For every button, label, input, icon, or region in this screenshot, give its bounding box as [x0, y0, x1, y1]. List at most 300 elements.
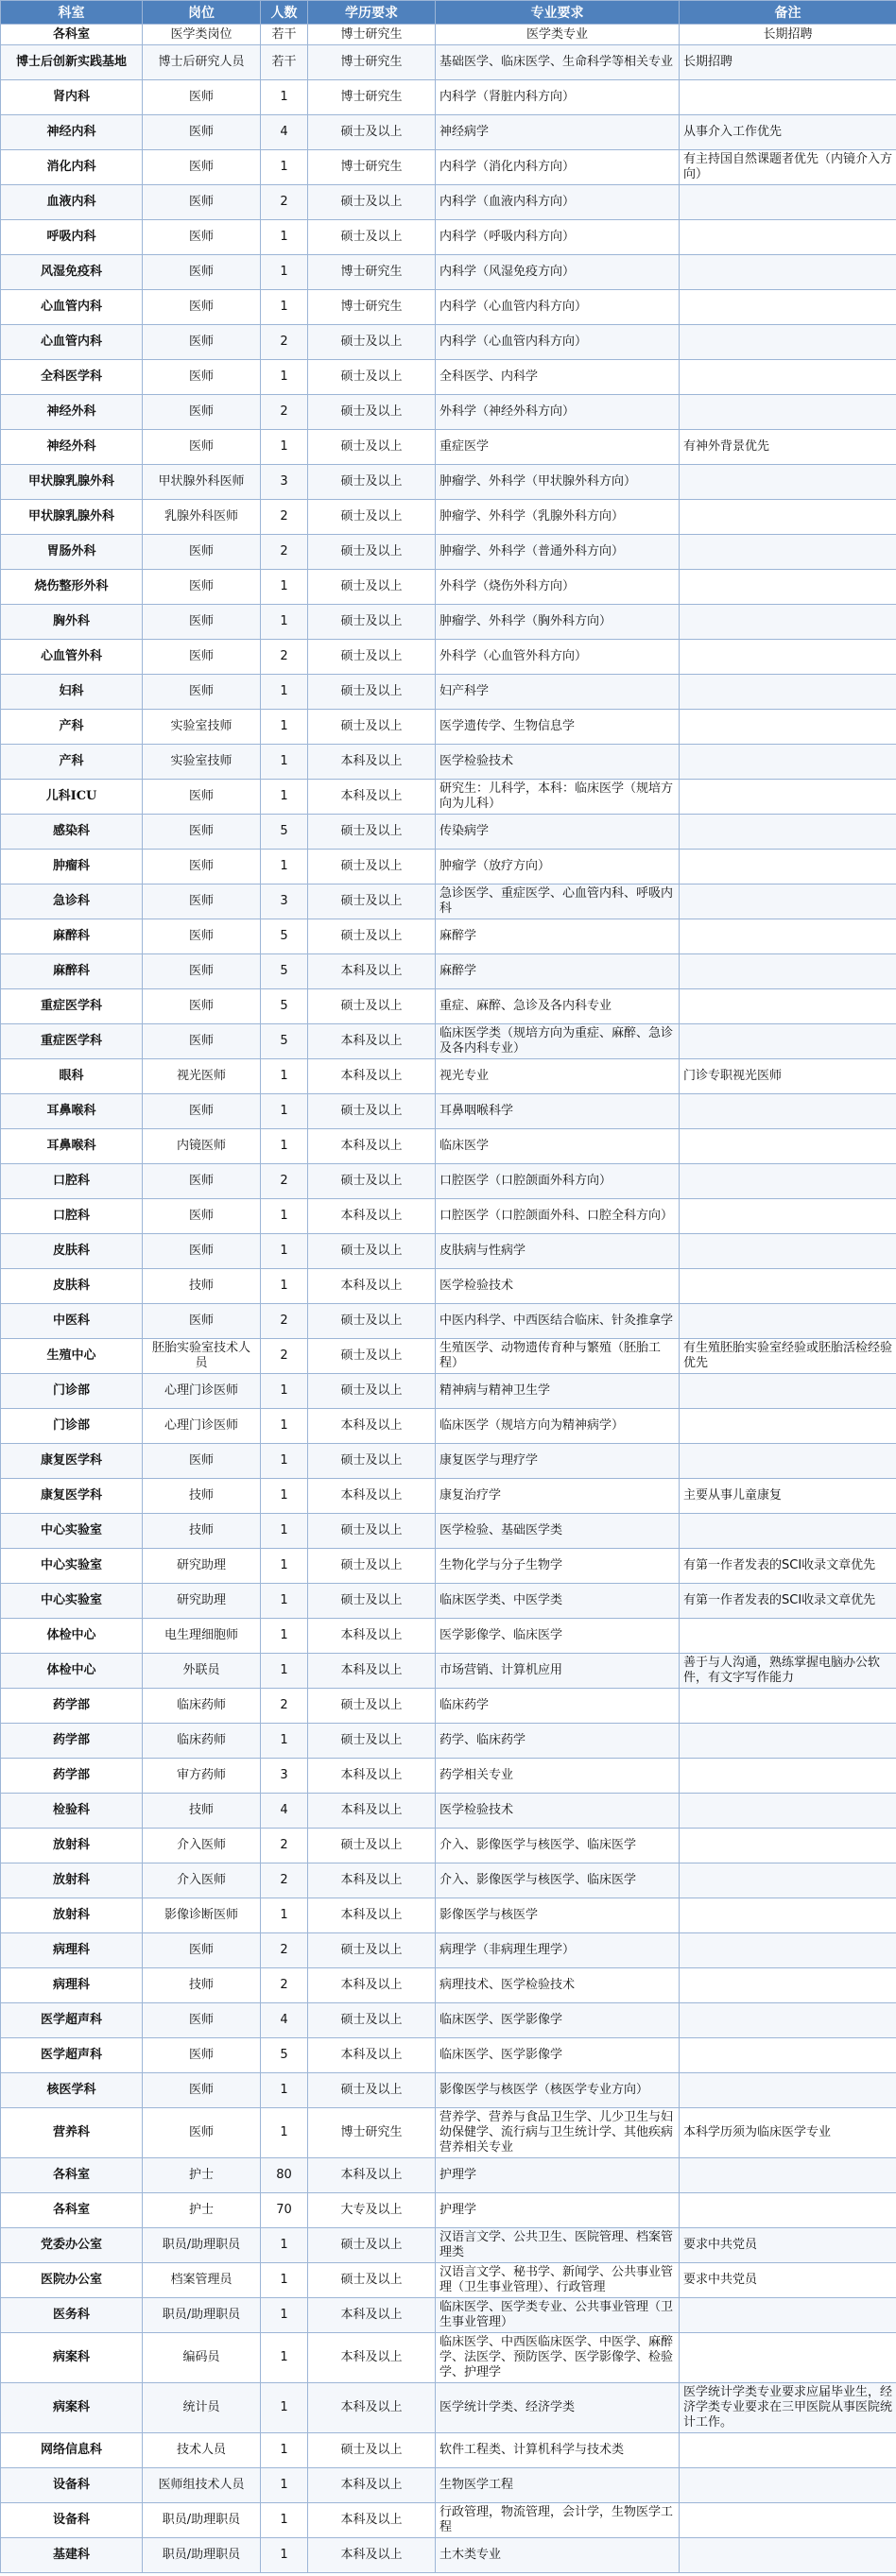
cell-note: [680, 1759, 896, 1794]
cell-dept: 消化内科: [1, 150, 143, 185]
cell-dept: 营养科: [1, 2108, 143, 2158]
cell-note: [680, 535, 896, 570]
cell-education: 本科及以上: [308, 1794, 436, 1829]
table-row: [1, 570, 896, 605]
table-row: [1, 1689, 896, 1724]
table-row: [1, 430, 896, 465]
cell-position: 医师: [143, 150, 261, 185]
cell-dept: 体检中心: [1, 1619, 143, 1654]
cell-major: 内科学（呼吸内科方向）: [436, 220, 680, 255]
cell-note: [680, 1933, 896, 1968]
cell-education: 本科及以上: [308, 1479, 436, 1514]
table-row: [1, 1829, 896, 1863]
cell-note: [680, 1129, 896, 1164]
cell-count: 1: [261, 710, 308, 745]
cell-note: [680, 1374, 896, 1409]
subheader-count: 若干: [261, 25, 308, 45]
cell-note: 本科学历须为临床医学专业: [680, 2108, 896, 2158]
cell-note: [680, 2073, 896, 2108]
cell-dept: 检验科: [1, 1794, 143, 1829]
cell-count: 1: [261, 2333, 308, 2383]
table-row: [1, 1724, 896, 1759]
cell-dept: 博士后创新实践基地: [1, 45, 143, 80]
cell-position: 医师: [143, 570, 261, 605]
cell-count: 1: [261, 780, 308, 815]
header-education: 学历要求: [308, 1, 436, 25]
cell-count: 5: [261, 1024, 308, 1059]
cell-position: 职员/助理职员: [143, 2228, 261, 2263]
cell-dept: 病案科: [1, 2333, 143, 2383]
cell-major: 软件工程类、计算机科学与技术类: [436, 2433, 680, 2468]
cell-count: 3: [261, 884, 308, 919]
cell-position: 技术人员: [143, 2433, 261, 2468]
cell-position: 实验室技师: [143, 745, 261, 780]
cell-note: [680, 1024, 896, 1059]
cell-major: 病理学（非病理生理学）: [436, 1933, 680, 1968]
cell-position: 统计员: [143, 2383, 261, 2433]
table-row: [1, 2108, 896, 2158]
table-row: [1, 1304, 896, 1339]
table-row: [1, 2298, 896, 2333]
table-row: [1, 465, 896, 500]
cell-education: 硕士及以上: [308, 815, 436, 850]
cell-count: 1: [261, 1269, 308, 1304]
cell-count: 1: [261, 2538, 308, 2573]
table-row: [1, 2383, 896, 2433]
cell-education: 硕士及以上: [308, 465, 436, 500]
cell-education: 本科及以上: [308, 1654, 436, 1689]
cell-note: [680, 1304, 896, 1339]
cell-dept: 麻醉科: [1, 919, 143, 954]
cell-major: 急诊医学、重症医学、心血管内科、呼吸内科: [436, 884, 680, 919]
cell-count: 2: [261, 1863, 308, 1898]
table-row: [1, 2003, 896, 2038]
cell-position: 职员/助理职员: [143, 2503, 261, 2538]
cell-note: 长期招聘: [680, 45, 896, 80]
cell-education: 博士研究生: [308, 290, 436, 325]
cell-education: 硕士及以上: [308, 535, 436, 570]
cell-major: 传染病学: [436, 815, 680, 850]
cell-position: 职员/助理职员: [143, 2538, 261, 2573]
cell-major: 内科学（血液内科方向）: [436, 185, 680, 220]
cell-count: 1: [261, 1898, 308, 1933]
cell-position: 医师: [143, 290, 261, 325]
cell-education: 硕士及以上: [308, 500, 436, 535]
cell-position: 心理门诊医师: [143, 1409, 261, 1444]
table-body: [1, 25, 896, 2573]
table-row: [1, 1129, 896, 1164]
cell-major: 医学检验技术: [436, 745, 680, 780]
cell-position: 医师: [143, 80, 261, 115]
cell-major: 影像医学与核医学: [436, 1898, 680, 1933]
cell-note: 要求中共党员: [680, 2263, 896, 2298]
cell-dept: 医学超声科: [1, 2003, 143, 2038]
table-row: [1, 535, 896, 570]
cell-major: 药学、临床药学: [436, 1724, 680, 1759]
cell-note: [680, 710, 896, 745]
cell-position: 研究助理: [143, 1549, 261, 1584]
cell-major: 妇产科学: [436, 675, 680, 710]
cell-note: [680, 500, 896, 535]
cell-note: [680, 745, 896, 780]
cell-education: 大专及以上: [308, 2193, 436, 2228]
cell-education: 本科及以上: [308, 2038, 436, 2073]
header-dept: 科室: [1, 1, 143, 25]
cell-education: 硕士及以上: [308, 710, 436, 745]
cell-note: [680, 2193, 896, 2228]
cell-education: 本科及以上: [308, 1199, 436, 1234]
cell-position: 医师: [143, 640, 261, 675]
cell-major: 临床医学类（规培方向为重症、麻醉、急诊及各内科专业）: [436, 1024, 680, 1059]
cell-education: 硕士及以上: [308, 2003, 436, 2038]
cell-note: 门诊专职视光医师: [680, 1059, 896, 1094]
cell-count: 1: [261, 1094, 308, 1129]
cell-count: 1: [261, 850, 308, 884]
cell-major: 康复治疗学: [436, 1479, 680, 1514]
cell-education: 本科及以上: [308, 1898, 436, 1933]
cell-dept: 放射科: [1, 1863, 143, 1898]
cell-major: 临床医学、中西医临床医学、中医学、麻醉学、法医学、预防医学、医学影像学、检验学、护理学: [436, 2333, 680, 2383]
cell-major: 临床医学、医学影像学: [436, 2003, 680, 2038]
table-row: [1, 115, 896, 150]
cell-count: 1: [261, 2228, 308, 2263]
cell-count: 1: [261, 80, 308, 115]
cell-position: 编码员: [143, 2333, 261, 2383]
cell-dept: 基建科: [1, 2538, 143, 2573]
cell-dept: 病理科: [1, 1968, 143, 2003]
cell-dept: 产科: [1, 710, 143, 745]
cell-education: 本科及以上: [308, 780, 436, 815]
cell-education: 本科及以上: [308, 1409, 436, 1444]
cell-dept: 体检中心: [1, 1654, 143, 1689]
cell-dept: 中心实验室: [1, 1514, 143, 1549]
cell-position: 审方药师: [143, 1759, 261, 1794]
cell-education: 本科及以上: [308, 2383, 436, 2433]
cell-dept: 麻醉科: [1, 954, 143, 989]
cell-note: [680, 989, 896, 1024]
cell-note: [680, 1898, 896, 1933]
cell-dept: 病案科: [1, 2383, 143, 2433]
cell-education: 硕士及以上: [308, 605, 436, 640]
cell-position: 医师: [143, 954, 261, 989]
cell-education: 本科及以上: [308, 1269, 436, 1304]
cell-note: [680, 325, 896, 360]
cell-note: [680, 1164, 896, 1199]
cell-note: [680, 1968, 896, 2003]
cell-education: 硕士及以上: [308, 919, 436, 954]
header-count: 人数: [261, 1, 308, 25]
subheader-note: 长期招聘: [680, 25, 896, 45]
cell-major: 介入、影像医学与核医学、临床医学: [436, 1829, 680, 1863]
cell-count: 4: [261, 2003, 308, 2038]
cell-position: 医师: [143, 360, 261, 395]
cell-position: 心理门诊医师: [143, 1374, 261, 1409]
header-position: 岗位: [143, 1, 261, 25]
cell-count: 1: [261, 2073, 308, 2108]
cell-major: 行政管理，物流管理，会计学，生物医学工程: [436, 2503, 680, 2538]
cell-note: [680, 1514, 896, 1549]
table-row: [1, 884, 896, 919]
cell-position: 内镜医师: [143, 1129, 261, 1164]
cell-dept: 心血管内科: [1, 290, 143, 325]
table-row: [1, 1794, 896, 1829]
cell-count: 3: [261, 1759, 308, 1794]
cell-major: 内科学（消化内科方向）: [436, 150, 680, 185]
cell-education: 博士研究生: [308, 150, 436, 185]
table-row: [1, 1409, 896, 1444]
cell-dept: 药学部: [1, 1724, 143, 1759]
cell-position: 胚胎实验室技术人员: [143, 1339, 261, 1374]
cell-count: 1: [261, 1444, 308, 1479]
cell-major: 口腔医学（口腔颌面外科方向）: [436, 1164, 680, 1199]
table-row: [1, 1269, 896, 1304]
cell-position: 技师: [143, 1794, 261, 1829]
cell-education: 本科及以上: [308, 2503, 436, 2538]
cell-count: 1: [261, 255, 308, 290]
cell-major: 神经病学: [436, 115, 680, 150]
cell-count: 1: [261, 675, 308, 710]
cell-count: 1: [261, 1549, 308, 1584]
cell-education: 硕士及以上: [308, 115, 436, 150]
cell-count: 1: [261, 1374, 308, 1409]
cell-position: 介入医师: [143, 1829, 261, 1863]
cell-count: 1: [261, 220, 308, 255]
cell-major: 基础医学、临床医学、生命科学等相关专业: [436, 45, 680, 80]
cell-note: [680, 884, 896, 919]
cell-note: [680, 2158, 896, 2193]
cell-count: 3: [261, 465, 308, 500]
cell-note: [680, 2333, 896, 2383]
cell-education: 硕士及以上: [308, 1374, 436, 1409]
cell-dept: 放射科: [1, 1829, 143, 1863]
cell-position: 介入医师: [143, 1863, 261, 1898]
cell-education: 硕士及以上: [308, 185, 436, 220]
cell-note: [680, 605, 896, 640]
cell-education: 硕士及以上: [308, 360, 436, 395]
table-row: [1, 640, 896, 675]
cell-major: 麻醉学: [436, 954, 680, 989]
cell-note: [680, 919, 896, 954]
cell-education: 本科及以上: [308, 2158, 436, 2193]
table-row: [1, 1199, 896, 1234]
cell-note: [680, 1863, 896, 1898]
cell-dept: 口腔科: [1, 1164, 143, 1199]
cell-count: 若干: [261, 45, 308, 80]
cell-dept: 急诊科: [1, 884, 143, 919]
cell-position: 医师: [143, 1199, 261, 1234]
cell-position: 医师: [143, 2038, 261, 2073]
cell-dept: 皮肤科: [1, 1269, 143, 1304]
cell-dept: 网络信息科: [1, 2433, 143, 2468]
cell-count: 1: [261, 2263, 308, 2298]
cell-position: 技师: [143, 1514, 261, 1549]
cell-position: 医师: [143, 2003, 261, 2038]
table-row: [1, 1968, 896, 2003]
cell-note: [680, 1689, 896, 1724]
cell-education: 硕士及以上: [308, 1339, 436, 1374]
cell-position: 医师: [143, 884, 261, 919]
cell-dept: 肿瘤科: [1, 850, 143, 884]
cell-count: 5: [261, 919, 308, 954]
cell-dept: 门诊部: [1, 1374, 143, 1409]
cell-dept: 神经外科: [1, 395, 143, 430]
cell-major: 医学遗传学、生物信息学: [436, 710, 680, 745]
cell-position: 技师: [143, 1968, 261, 2003]
cell-education: 本科及以上: [308, 1759, 436, 1794]
table-row: [1, 1933, 896, 1968]
cell-count: 1: [261, 360, 308, 395]
cell-position: 医师组技术人员: [143, 2468, 261, 2503]
cell-count: 2: [261, 1933, 308, 1968]
cell-position: 医师: [143, 2073, 261, 2108]
cell-dept: 核医学科: [1, 2073, 143, 2108]
cell-major: 视光专业: [436, 1059, 680, 1094]
cell-education: 本科及以上: [308, 1059, 436, 1094]
cell-position: 医师: [143, 325, 261, 360]
cell-note: 有主持国自然课题者优先（内镜介入方向）: [680, 150, 896, 185]
cell-note: [680, 2433, 896, 2468]
cell-note: 要求中共党员: [680, 2228, 896, 2263]
cell-note: [680, 570, 896, 605]
cell-position: 影像诊断医师: [143, 1898, 261, 1933]
table-row: [1, 850, 896, 884]
cell-note: [680, 675, 896, 710]
cell-count: 1: [261, 2433, 308, 2468]
cell-dept: 病理科: [1, 1933, 143, 1968]
cell-major: 重症医学: [436, 430, 680, 465]
cell-position: 医师: [143, 255, 261, 290]
cell-dept: 门诊部: [1, 1409, 143, 1444]
subheader-dept: 各科室: [1, 25, 143, 45]
subheader-major: 医学类专业: [436, 25, 680, 45]
cell-education: 硕士及以上: [308, 1829, 436, 1863]
cell-position: 技师: [143, 1269, 261, 1304]
cell-major: 肿瘤学、外科学（胸外科方向）: [436, 605, 680, 640]
cell-major: 外科学（烧伤外科方向）: [436, 570, 680, 605]
cell-education: 本科及以上: [308, 1129, 436, 1164]
cell-count: 1: [261, 745, 308, 780]
cell-dept: 胃肠外科: [1, 535, 143, 570]
cell-dept: 耳鼻喉科: [1, 1094, 143, 1129]
cell-note: [680, 220, 896, 255]
cell-dept: 各科室: [1, 2193, 143, 2228]
cell-education: 本科及以上: [308, 954, 436, 989]
table-row: [1, 1654, 896, 1689]
table-row: [1, 780, 896, 815]
cell-count: 2: [261, 185, 308, 220]
cell-count: 1: [261, 150, 308, 185]
cell-note: 有生殖胚胎实验室经验或胚胎活检经验优先: [680, 1339, 896, 1374]
cell-position: 医师: [143, 850, 261, 884]
table-row: [1, 1479, 896, 1514]
cell-major: 汉语言文学、秘书学、新闻学、公共事业管理（卫生事业管理）、行政管理: [436, 2263, 680, 2298]
cell-count: 1: [261, 430, 308, 465]
cell-major: 医学统计学类、经济学类: [436, 2383, 680, 2433]
table-row: [1, 1514, 896, 1549]
table-row: [1, 2468, 896, 2503]
cell-dept: 全科医学科: [1, 360, 143, 395]
cell-dept: 甲状腺乳腺外科: [1, 465, 143, 500]
cell-count: 5: [261, 2038, 308, 2073]
cell-education: 本科及以上: [308, 745, 436, 780]
cell-major: 肿瘤学（放疗方向）: [436, 850, 680, 884]
table-row: [1, 220, 896, 255]
cell-note: [680, 2468, 896, 2503]
cell-note: [680, 850, 896, 884]
cell-major: 研究生：儿科学，本科：临床医学（规培方向为儿科）: [436, 780, 680, 815]
cell-note: [680, 1199, 896, 1234]
cell-major: 临床医学（规培方向为精神病学）: [436, 1409, 680, 1444]
cell-education: 本科及以上: [308, 2468, 436, 2503]
cell-count: 2: [261, 1689, 308, 1724]
cell-dept: 康复医学科: [1, 1444, 143, 1479]
cell-position: 医师: [143, 919, 261, 954]
cell-major: 精神病与精神卫生学: [436, 1374, 680, 1409]
cell-major: 医学检验技术: [436, 1269, 680, 1304]
table-row: [1, 150, 896, 185]
cell-position: 医师: [143, 115, 261, 150]
cell-major: 护理学: [436, 2158, 680, 2193]
cell-note: [680, 1269, 896, 1304]
cell-dept: 中心实验室: [1, 1549, 143, 1584]
table-row: [1, 255, 896, 290]
cell-position: 医师: [143, 535, 261, 570]
cell-major: 内科学（心血管内科方向）: [436, 290, 680, 325]
cell-position: 博士后研究人员: [143, 45, 261, 80]
cell-major: 肿瘤学、外科学（乳腺外科方向）: [436, 500, 680, 535]
cell-dept: 皮肤科: [1, 1234, 143, 1269]
cell-count: 4: [261, 1794, 308, 1829]
cell-major: 生殖医学、动物遗传育种与繁殖（胚胎工程）: [436, 1339, 680, 1374]
cell-dept: 妇科: [1, 675, 143, 710]
cell-major: 全科医学、内科学: [436, 360, 680, 395]
cell-position: 医师: [143, 1164, 261, 1199]
table-row: [1, 1619, 896, 1654]
cell-dept: 呼吸内科: [1, 220, 143, 255]
cell-note: 善于与人沟通，熟练掌握电脑办公软件，有文字写作能力: [680, 1654, 896, 1689]
cell-education: 硕士及以上: [308, 1444, 436, 1479]
table-row: [1, 1759, 896, 1794]
cell-count: 2: [261, 325, 308, 360]
cell-dept: 医院办公室: [1, 2263, 143, 2298]
cell-note: [680, 780, 896, 815]
cell-education: 本科及以上: [308, 1968, 436, 2003]
cell-count: 1: [261, 1654, 308, 1689]
cell-major: 内科学（肾脏内科方向）: [436, 80, 680, 115]
cell-dept: 神经外科: [1, 430, 143, 465]
cell-dept: 产科: [1, 745, 143, 780]
cell-major: 护理学: [436, 2193, 680, 2228]
cell-count: 2: [261, 1968, 308, 2003]
table-row: [1, 290, 896, 325]
cell-dept: 设备科: [1, 2468, 143, 2503]
table-row: [1, 395, 896, 430]
cell-position: 医师: [143, 605, 261, 640]
cell-education: 硕士及以上: [308, 2073, 436, 2108]
cell-position: 视光医师: [143, 1059, 261, 1094]
cell-dept: 重症医学科: [1, 989, 143, 1024]
cell-position: 医师: [143, 185, 261, 220]
cell-education: 硕士及以上: [308, 884, 436, 919]
cell-major: 临床药学: [436, 1689, 680, 1724]
cell-major: 影像医学与核医学（核医学专业方向）: [436, 2073, 680, 2108]
cell-dept: 胸外科: [1, 605, 143, 640]
cell-major: 生物医学工程: [436, 2468, 680, 2503]
cell-education: 硕士及以上: [308, 2433, 436, 2468]
cell-dept: 血液内科: [1, 185, 143, 220]
cell-education: 本科及以上: [308, 1024, 436, 1059]
cell-education: 硕士及以上: [308, 325, 436, 360]
